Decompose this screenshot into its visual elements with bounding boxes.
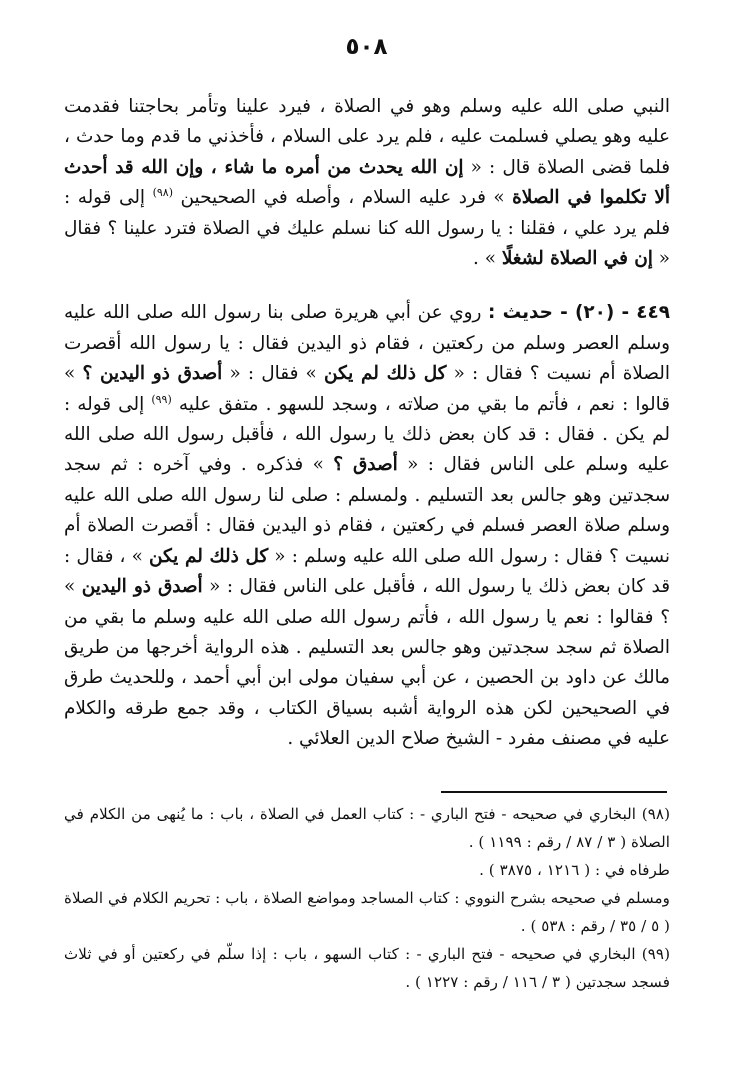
hadith-body (64, 302, 670, 749)
footnote-98-muslim: ومسلم في صحيحه بشرح النووي : كتاب المساجد ومواضع الصلاة ، باب : تحريم الكلام في الصلاة ( ٥ / ٣٥ / رقم : ٥٣٨ ) . (64, 889, 670, 935)
text-run: » ، فقال : قد كان بعض ذلك يا رسول الله ، فأقبل على الناس فقال : « (64, 545, 670, 598)
hadith-number: ٤٤٩ - (٢٠) - حديث : (488, 302, 670, 324)
bold-quote: كل ذلك لم يكن (149, 545, 269, 567)
text-run: » فقال : « (222, 363, 325, 385)
footnote-98: (٩٨) البخاري في صحيحه - فتح الباري - : كتاب العمل في الصلاة ، باب : ما يُنهى من الكلام في الصلاة ( ٣ / ٨٧ / رقم : ١١٩٩ ) . (64, 805, 670, 851)
text-run: النبي صلى الله عليه وسلم وهو في الصلاة ، فيرد علينا وتأمر بحاجتنا فقدمت عليه وهو يصلي فسلمت عليه ، فلم يرد على السلام ، فأخذني ما قدم وما حدث ، فلما قضى الصلاة قال : « (64, 96, 670, 178)
bold-quote: أصدق ؟ (333, 454, 398, 476)
text-run: » فذكره . وفي آخره : ثم سجد سجدتين وهو جالس بعد التسليم . ولمسلم : صلى لنا رسول الله صلى الله عليه وسلم صلاة العصر فسلم في ركعتين ، فقام ذو اليدين فقال : أقصرت الصلاة أم نسيت ؟ فقال : رسول الله صلى الله عليه وسلم : « (64, 454, 670, 567)
footnote-ref: (٩٩) (151, 392, 172, 406)
footnote-ref: (٩٨) (152, 186, 173, 200)
paragraph-continuation (64, 92, 670, 274)
footnotes (64, 800, 670, 996)
bold-quote: أصدق ذو اليدين (81, 576, 203, 598)
footnote-98-cross-refs: طرفاه في : ( ١٢١٦ ، ٣٨٧٥ ) . (479, 861, 670, 879)
text-run: » ؟ فقالوا : نعم يا رسول الله ، فأتم رسول الله صلى الله عليه وسلم ما بقي من الصلاة ثم سجد سجدتين وهو جالس بعد التسليم . هذه الرواية أخرجها من طريق مالك عن داود بن الحصين ، عن أبي سفيان مولى ابن أبي أحمد ، وللحديث طرق في الصحيحين لكن هذه الرواية أشبه بسياق الكتاب ، وقد جمع طرقه والكلام عليه في مصنف مفرد - الشيخ صلاح الدين العلائي . (64, 576, 670, 750)
text-run: » قالوا : نعم ، فأتم ما بقي من صلاته ، وسجد للسهو . متفق عليه (64, 363, 671, 415)
bold-quote: إن الله يحدث من أمره ما شاء ، وإن الله قد أحدث ألا تكلموا في الصلاة (64, 156, 671, 209)
text-run: » . (473, 248, 502, 270)
bold-quote: كل ذلك لم يكن (324, 363, 447, 385)
page-number: ٥٠٨ (345, 34, 388, 60)
footnote-99: (٩٩) البخاري في صحيحه - فتح الباري - : كتاب السهو ، باب : إذا سلّم في ركعتين أو في ثلاث فسجد سجدتين ( ٣ / ١١٦ / رقم : ١٢٢٧ ) . (64, 945, 670, 991)
text-run: روي عن أبي هريرة صلى بنا رسول الله صلى الله عليه وسلم العصر وسلم من ركعتين ، فقام ذو اليدين فقال : يا رسول الله أقصرت الصلاة أم نسيت ؟ فقال : « (64, 302, 670, 385)
text-run: إلى قوله : فلم يرد علي ، فقلنا : يا رسول الله كنا نسلم عليك في الصلاة فترد علينا ؟ فقال « (64, 187, 670, 270)
text-run: » فرد عليه السلام ، وأصله في الصحيحين (173, 187, 513, 209)
footnote-separator (441, 791, 667, 793)
main-text (64, 92, 670, 755)
bold-quote: إن في الصلاة لشغلًا (501, 248, 653, 270)
text-run: إلى قوله : لم يكن . فقال : قد كان بعض ذلك يا رسول الله ، فأقبل رسول الله صلى الله عليه وسلم على الناس فقال : « (64, 393, 670, 476)
paragraph-hadith-449 (64, 298, 670, 754)
bold-quote: أصدق ذو اليدين ؟ (82, 363, 223, 385)
